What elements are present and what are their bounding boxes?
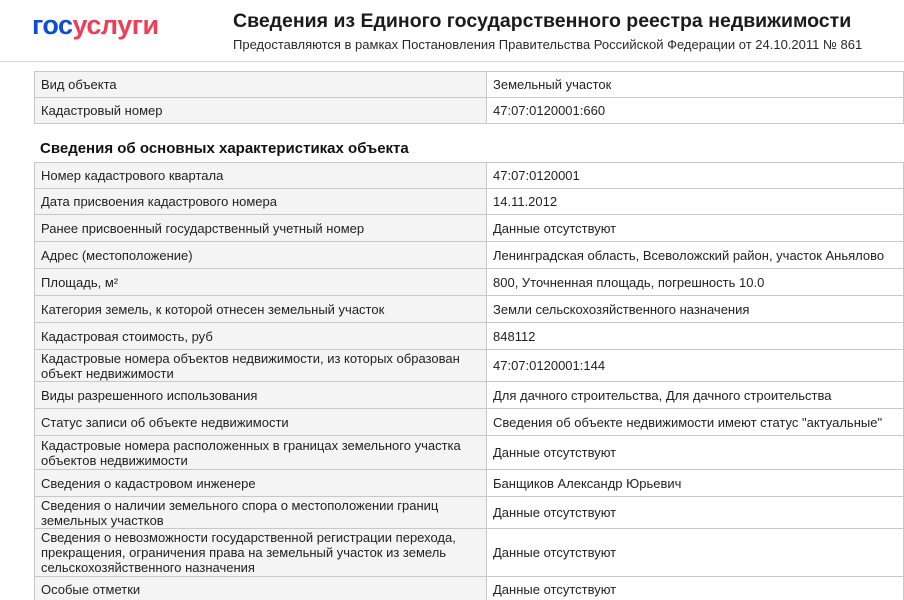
field-label: Кадастровый номер xyxy=(35,98,487,124)
table-row xyxy=(35,98,904,124)
document-title: Сведения из Единого государственного реестра недвижимости xyxy=(233,10,852,32)
field-label: Адрес (местоположение) xyxy=(35,242,487,269)
field-value: Для дачного строительства, Для дачного строительства xyxy=(487,382,904,409)
table-row xyxy=(35,189,904,215)
field-value: 800, Уточненная площадь, погрешность 10.0 xyxy=(487,269,904,296)
table-row xyxy=(35,409,904,436)
field-value: Данные отсутствуют xyxy=(487,436,904,470)
field-value: 47:07:0120001 xyxy=(487,163,904,189)
table-row xyxy=(35,470,904,497)
table-row xyxy=(35,215,904,242)
field-label: Кадастровые номера расположенных в границах земельного участка объектов недвижимости xyxy=(35,436,487,470)
field-label: Виды разрешенного использования xyxy=(35,382,487,409)
general-info-table xyxy=(34,71,904,124)
field-value: Данные отсутствуют xyxy=(487,497,904,529)
field-value: 14.11.2012 xyxy=(487,189,904,215)
field-label: Номер кадастрового квартала xyxy=(35,163,487,189)
document-subtitle: Предоставляются в рамках Постановления Правительства Российской Федерации от 24.10.2011 № 861 xyxy=(233,37,863,52)
table-row xyxy=(35,269,904,296)
section-title: Сведения об основных характеристиках объекта xyxy=(40,140,409,157)
table-row xyxy=(35,323,904,350)
field-value: 848112 xyxy=(487,323,904,350)
field-label: Кадастровые номера объектов недвижимости, из которых образован объект недвижимости xyxy=(35,350,487,382)
field-label: Ранее присвоенный государственный учетный номер xyxy=(35,215,487,242)
gosuslugi-logo[interactable]: госуслуги xyxy=(32,10,159,40)
table-row xyxy=(35,577,904,600)
field-label: Категория земель, к которой отнесен земельный участок xyxy=(35,296,487,323)
field-value: 47:07:0120001:660 xyxy=(487,98,904,124)
field-label: Статус записи об объекте недвижимости xyxy=(35,409,487,436)
field-label: Площадь, м² xyxy=(35,269,487,296)
field-label: Сведения о кадастровом инженере xyxy=(35,470,487,497)
field-value: Банщиков Александр Юрьевич xyxy=(487,470,904,497)
characteristics-table xyxy=(34,162,904,600)
table-row xyxy=(35,497,904,529)
table-row xyxy=(35,382,904,409)
field-value: Сведения об объекте недвижимости имеют статус "актуальные" xyxy=(487,409,904,436)
table-row xyxy=(35,350,904,382)
field-label: Вид объекта xyxy=(35,72,487,98)
field-value: Земельный участок xyxy=(487,72,904,98)
field-label: Дата присвоения кадастрового номера xyxy=(35,189,487,215)
table-row xyxy=(35,72,904,98)
table-row xyxy=(35,436,904,470)
field-label: Кадастровая стоимость, руб xyxy=(35,323,487,350)
field-value: Данные отсутствуют xyxy=(487,577,904,600)
table-row xyxy=(35,163,904,189)
field-label: Сведения о невозможности государственной регистрации перехода, прекращения, ограничения права на земельный участок из земель сельскохозяйственного назначения xyxy=(35,529,487,577)
field-value: Данные отсутствуют xyxy=(487,215,904,242)
table-row xyxy=(35,296,904,323)
field-value: Земли сельскохозяйственного назначения xyxy=(487,296,904,323)
page-header xyxy=(0,0,904,62)
field-label: Особые отметки xyxy=(35,577,487,600)
field-value: Ленинградская область, Всеволожский район, участок Аньялово xyxy=(487,242,904,269)
table-row xyxy=(35,529,904,577)
field-label: Сведения о наличии земельного спора о местоположении границ земельных участков xyxy=(35,497,487,529)
field-value: 47:07:0120001:144 xyxy=(487,350,904,382)
field-value: Данные отсутствуют xyxy=(487,529,904,577)
table-row xyxy=(35,242,904,269)
